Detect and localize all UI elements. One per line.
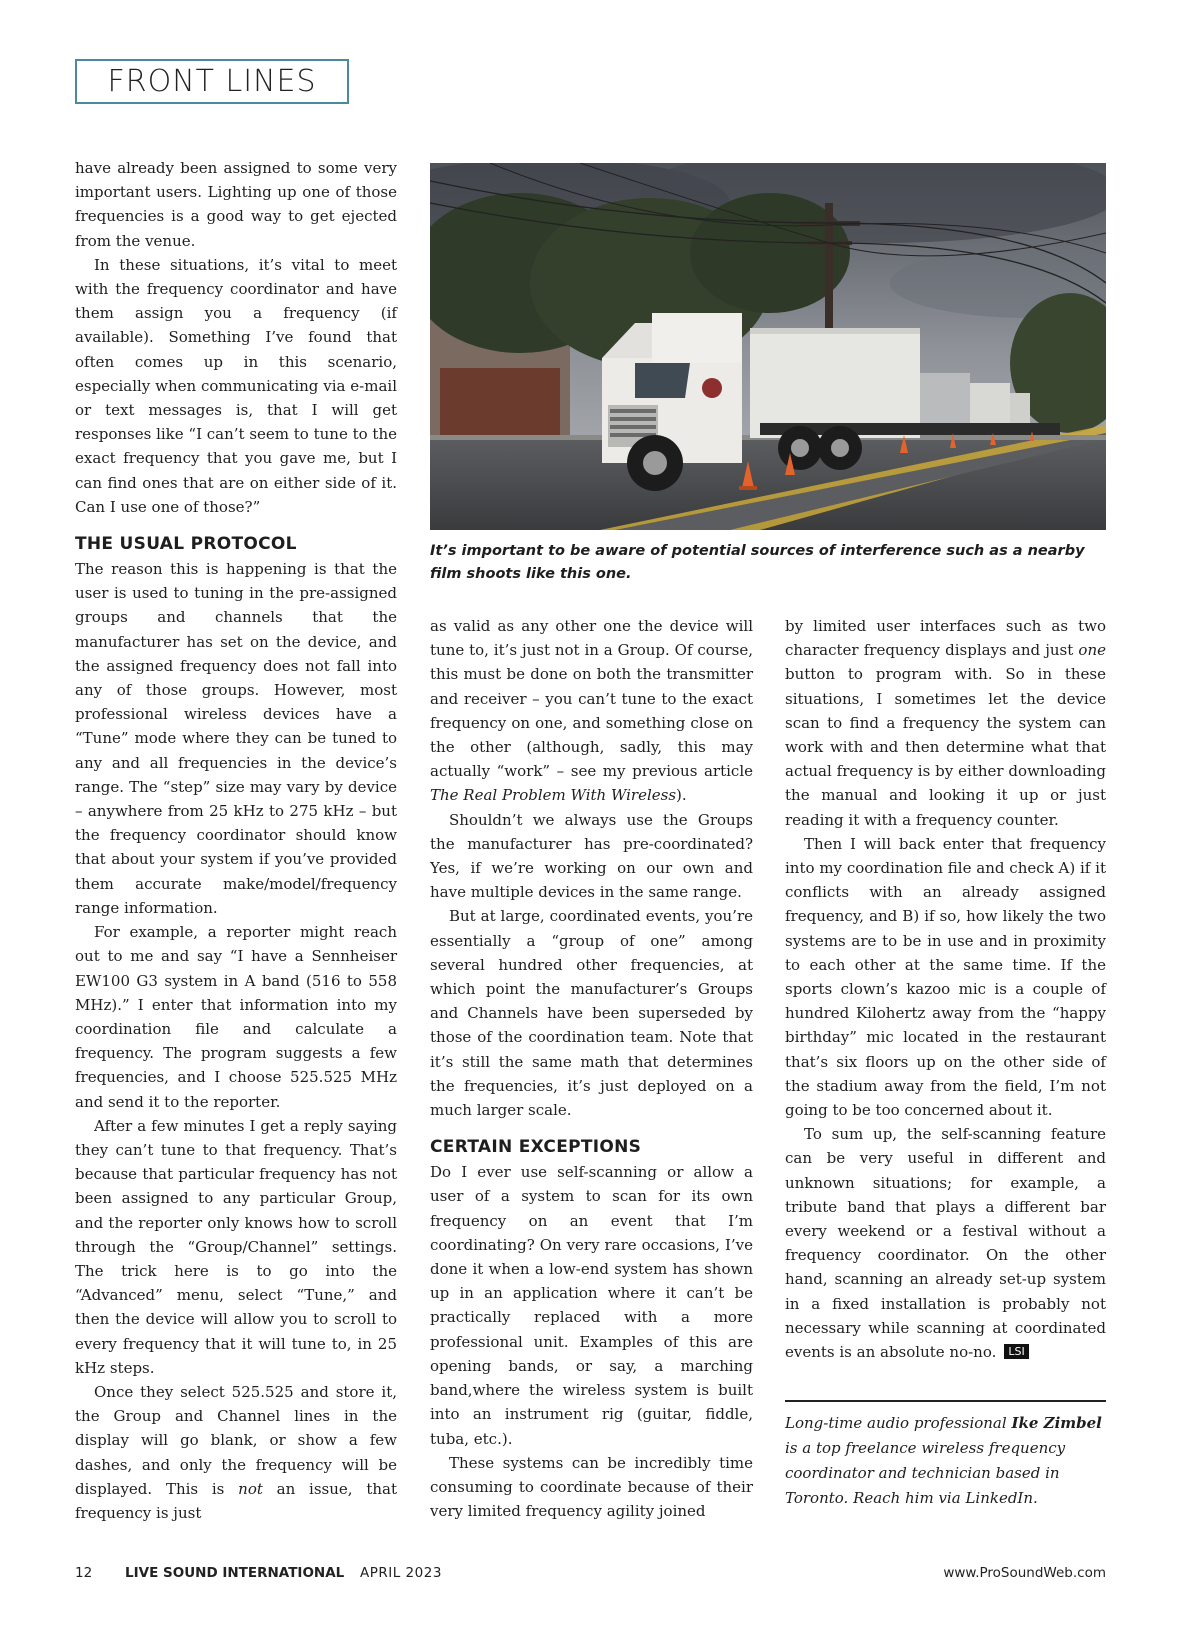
paragraph: have already been assigned to some very important users. Lighting up one of those frequencies is a good way to get ejected from the venue. bbox=[75, 159, 397, 250]
text-run: button to program with. So in these situations, I sometimes let the device scan to find a frequency the system can work with and then determine what that actual frequency is by either downloading the manual and looking it up or just reading it with a frequency counter. bbox=[785, 665, 1106, 829]
paragraph: After a few minutes I get a reply saying they can’t tune to that frequency. That’s because that particular frequency has not been assigned to any particular Group, and the reporter only knows how to scroll through the “Group/Channel” settings. The trick here is to go into the “Advanced” menu, select “Tune,” and then the device will allow you to scroll to every frequency that it will tune to, in 25 kHz steps. bbox=[75, 1116, 397, 1377]
text-run: Long-time audio professional bbox=[785, 1414, 1012, 1432]
trucks-photo bbox=[430, 163, 1106, 530]
text-run: Once they select 525.525 and store it, the Group and Channel lines in the display will go blank, or show a few dashes, and only the frequency will be displayed. This is bbox=[75, 1382, 397, 1498]
paragraph: For example, a reporter might reach out to me and say “I have a Sennheiser EW100 G3 system in A band (516 to 558 MHz).” I enter that information into my coordination file and calculate a frequency. The program suggests a few frequencies, and I choose 525.525 MHz and send it to the reporter. bbox=[75, 923, 397, 1111]
website-link[interactable]: www.ProSoundWeb.com bbox=[943, 1565, 1106, 1581]
text-run: an issue, that frequency is just bbox=[75, 1479, 397, 1522]
column-2 bbox=[430, 614, 753, 1523]
bio-divider bbox=[785, 1400, 1106, 1402]
column-3 bbox=[785, 614, 1106, 1364]
paragraph: But at large, coordinated events, you’re essentially a “group of one” among several hundred other frequencies, at which point the manufacturer’s Groups and Channels have been superseded by those of the coordination team. Note that it’s still the same math that determines the frequencies, it’s just deployed on a much larger scale. bbox=[430, 907, 753, 1120]
emphasis: one bbox=[1078, 641, 1106, 660]
photo-caption: It’s important to be aware of potential sources of interference such as a nearby film shoots like this one. bbox=[430, 543, 1085, 582]
column-1 bbox=[75, 156, 397, 1525]
paragraph bbox=[785, 1122, 1106, 1364]
author-bio bbox=[785, 1411, 1106, 1511]
subheading-usual-protocol: THE USUAL PROTOCOL bbox=[75, 534, 297, 555]
end-mark-badge: LSI bbox=[1004, 1344, 1028, 1359]
street-scene-illustration bbox=[430, 163, 1106, 530]
emphasis: not bbox=[238, 1479, 263, 1498]
text-run: is a top freelance wireless frequency coordinator and technician based in Toronto. Reach him via LinkedIn. bbox=[785, 1439, 1066, 1507]
paragraph bbox=[430, 614, 753, 808]
paragraph bbox=[75, 1380, 397, 1525]
paragraph: In these situations, it’s vital to meet with the frequency coordinator and have them assign you a frequency (if available). Something I’ve found that often comes up in this scenario, especially when communicating via e-mail or text messages is, that I will get responses like “I can’t seem to tune to the exact frequency that you gave me, but I can find ones that are on either side of it. Can I use one of those?” bbox=[75, 255, 397, 516]
section-title: FRONT LINES bbox=[107, 64, 317, 99]
author-name: Ike Zimbel bbox=[1011, 1414, 1102, 1432]
text-run: ). bbox=[676, 786, 687, 805]
issue-date: APRIL 2023 bbox=[360, 1565, 442, 1581]
article-title: The Real Problem With Wireless bbox=[430, 786, 677, 805]
page-number: 12 bbox=[75, 1565, 93, 1581]
text-run: by limited user interfaces such as two character frequency displays and just bbox=[785, 617, 1106, 660]
page-footer bbox=[75, 1565, 1106, 1587]
section-tag bbox=[75, 59, 349, 104]
text-run: To sum up, the self-scanning feature can be very useful in different and unknown situations; for example, a tribute band that plays a different bar every weekend or a festival without a frequency coordinator. On the other hand, scanning an already set-up system in a fixed installation is probably not necessary while scanning at coordinated events is an absolute no-no. bbox=[785, 1125, 1106, 1362]
paragraph: Do I ever use self-scanning or allow a user of a system to scan for its own frequency on an event that I’m coordinating? On very rare occasions, I’ve done it when a low-end system has shown up in an application where it can’t be practically replaced with a more professional unit. Examples of this are opening bands, or say, a marching band,where the wireless system is built into an instrument rig (guitar, fiddle, tuba, etc.). bbox=[430, 1163, 753, 1448]
paragraph: The reason this is happening is that the user is used to tuning in the pre-assigned groups and channels that the manufacturer has set on the device, and the assigned frequency does not fall into any of those groups. However, most professional wireless devices have a “Tune” mode where they can be tuned to any and all frequencies in the device’s range. The “step” size may vary by device – anywhere from 25 kHz to 275 kHz – but the frequency coordinator should know that about your system if you’ve provided them accurate make/model/frequency range information. bbox=[75, 560, 397, 917]
paragraph: These systems can be incredibly time consuming to coordinate because of their very limited frequency agility joined bbox=[430, 1453, 753, 1521]
publication-name: LIVE SOUND INTERNATIONAL bbox=[125, 1565, 345, 1581]
subheading-certain-exceptions: CERTAIN EXCEPTIONS bbox=[430, 1137, 642, 1158]
paragraph: Then I will back enter that frequency into my coordination file and check A) if it conflicts with an already assigned frequency, and B) if so, how likely the two systems are to be in use and in proximity to each other at the same time. If the sports clown’s kazoo mic is a couple of hundred Kilohertz away from the “happy birthday” mic located in the restaurant that’s six floors up on the other side of the stadium away from the field, I’m not going to be too concerned about it. bbox=[785, 834, 1106, 1120]
paragraph: Shouldn’t we always use the Groups the manufacturer has pre-coordinated? Yes, if we’re working on our own and have multiple devices in the same range. bbox=[430, 810, 753, 902]
text-run: as valid as any other one the device will tune to, it’s just not in a Group. Of course, this must be done on both the transmitter and receiver – you can’t tune to the exact frequency on one, and something close on the other (although, sadly, this may actually “work” – see my previous article bbox=[430, 617, 753, 781]
paragraph bbox=[785, 614, 1106, 832]
